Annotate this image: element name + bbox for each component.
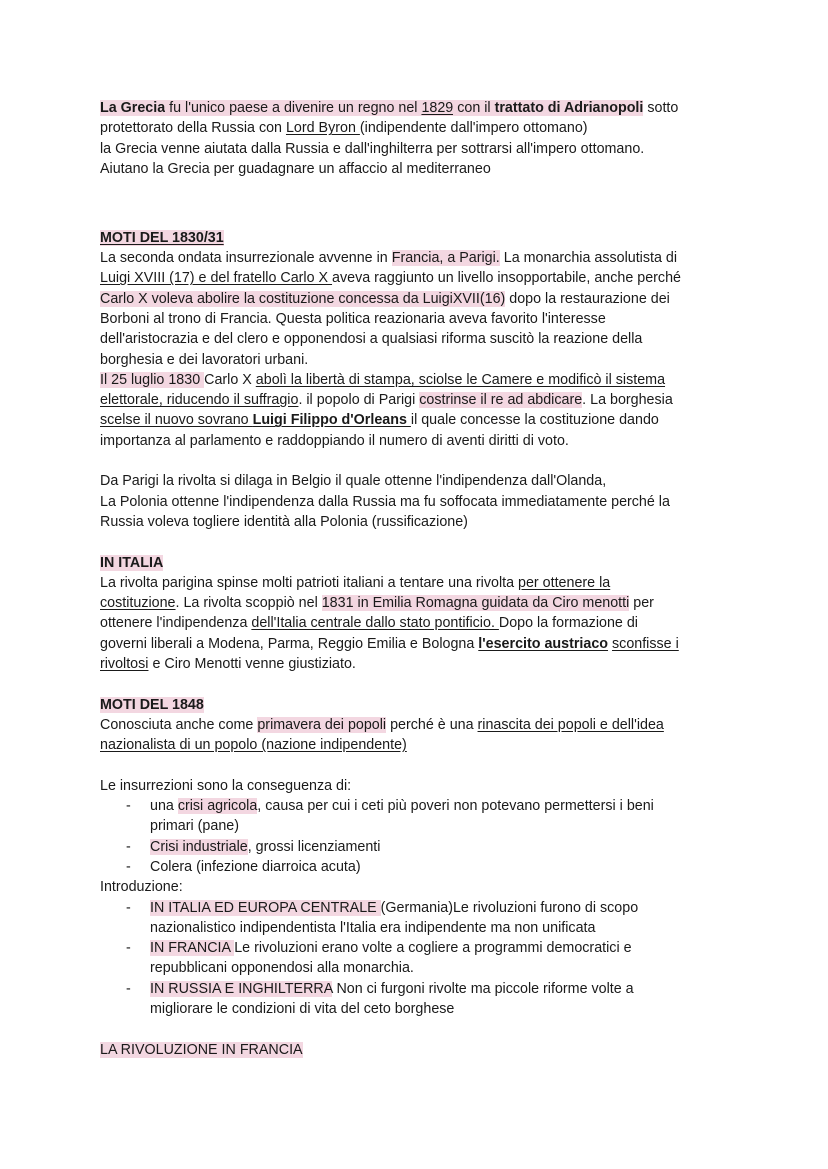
text-run: La rivolta parigina spinse molti patrioti italiani a tentare una rivolta xyxy=(100,574,519,591)
text-line xyxy=(100,118,732,138)
bullet-dash: - xyxy=(126,980,131,997)
text-run: primari (pane) xyxy=(150,818,239,835)
text-line xyxy=(100,370,732,390)
text-run: Le rivoluzioni erano volte a cogliere a programmi democratici e xyxy=(234,940,632,957)
text-line xyxy=(100,289,732,309)
text-run: Luigi XVIII (17) e del fratello Carlo X xyxy=(100,270,333,287)
text-line: Russia voleva togliere identità alla Polonia (russificazione) xyxy=(100,513,468,530)
section-heading xyxy=(100,228,732,248)
text-run: governi liberali a Modena, Parma, Reggio Emilia e Bologna xyxy=(100,635,479,652)
text-run: abolì la libertà di stampa, sciolse le Camere e modificò il sistema xyxy=(255,371,666,388)
text-line xyxy=(100,410,732,430)
list-item xyxy=(100,857,732,877)
belgio-polonia-paragraph xyxy=(100,471,732,532)
text-line: La Polonia ottenne l'indipendenza dalla Russia ma fu soffocata immediatamente perché la xyxy=(100,493,670,510)
bullet-dash: - xyxy=(126,838,131,855)
text-run: , grossi licenziamenti xyxy=(247,838,381,855)
list-item-line xyxy=(100,816,732,836)
heading-text: MOTI DEL 1848 xyxy=(100,696,204,713)
list-item-line xyxy=(100,999,732,1019)
text-line xyxy=(100,613,732,633)
text-run: dopo la restaurazione dei xyxy=(505,290,670,307)
text-line xyxy=(100,573,732,593)
text-run: La seconda ondata insurrezionale avvenne in xyxy=(100,250,392,267)
text-run: Carlo X xyxy=(204,371,256,388)
heading-text: MOTI DEL 1830/31 xyxy=(100,229,224,246)
text-line: importanza al parlamento e raddoppiando il numero di aventi diritti di voto. xyxy=(100,432,569,449)
text-run: 1829 xyxy=(421,100,454,116)
text-run: scelse il nuovo sovrano xyxy=(100,412,253,429)
text-run: nazionalistico indipendentista l'Italia era indipendente ma non unificata xyxy=(150,919,596,936)
text-line xyxy=(100,593,732,613)
list-item xyxy=(100,898,732,939)
text-line xyxy=(100,390,732,410)
heading-text: LA RIVOLUZIONE IN FRANCIA xyxy=(100,1041,303,1058)
text-line: Borboni al trono di Francia. Questa politica reazionaria aveva favorito l'interesse xyxy=(100,310,606,327)
bullet-dash: - xyxy=(126,798,131,815)
text-run: Crisi industriale xyxy=(150,838,248,855)
text-line: Aiutano la Grecia per guadagnare un affaccio al mediterraneo xyxy=(100,160,491,177)
text-run: l'esercito austriaco xyxy=(478,635,609,652)
list-item-line xyxy=(100,918,732,938)
text-run: ottenere l'indipendenza xyxy=(100,615,252,632)
text-run: IN RUSSIA E INGHILTERRA xyxy=(150,980,333,997)
causes-list xyxy=(100,796,732,877)
text-run: con il xyxy=(453,100,495,116)
text-run: rinascita dei popoli e dell'idea xyxy=(477,716,664,733)
text-run: Il 25 luglio 1830 xyxy=(100,371,205,388)
text-line xyxy=(100,654,732,674)
heading-text: IN ITALIA xyxy=(100,554,164,571)
text-run: costrinse il re ad abdicare xyxy=(419,392,583,409)
text-run: per xyxy=(629,595,654,612)
text-run: per ottenere la xyxy=(518,574,611,591)
text-line: la Grecia venne aiutata dalla Russia e dall'inghilterra per sottrarsi all'impero ottomano. xyxy=(100,140,645,157)
text-line: Introduzione: xyxy=(100,879,183,896)
text-run: (indipendente dall'impero ottomano) xyxy=(359,120,588,137)
text-line xyxy=(100,248,732,268)
introduction-list xyxy=(100,898,732,1020)
list-item-line xyxy=(100,796,732,816)
list-item-line xyxy=(100,898,732,918)
text-run: rivoltosi xyxy=(100,656,149,673)
list-item xyxy=(100,938,732,979)
text-run: aveva raggiunto un livello insopportabile, anche perché xyxy=(332,270,681,287)
text-run: 1831 in Emilia Romagna guidata da Ciro menotti xyxy=(321,595,630,612)
text-line xyxy=(100,634,732,654)
text-run: , causa per cui i ceti più poveri non potevano permettersi i beni xyxy=(257,798,654,815)
section-heading xyxy=(100,695,732,715)
text-run: e Ciro Menotti venne giustiziato. xyxy=(148,656,356,673)
text-line xyxy=(100,735,732,755)
text-run: Colera (infezione diarroica acuta) xyxy=(150,858,361,875)
text-run: elettorale, riducendo il suffragio xyxy=(100,392,299,409)
list-item xyxy=(100,837,732,857)
greece-paragraph xyxy=(100,98,732,179)
text-run: La Grecia xyxy=(100,100,166,116)
list-item-line xyxy=(100,837,732,857)
text-run: Dopo la formazione di xyxy=(498,615,638,632)
text-line xyxy=(100,715,732,735)
text-run: sotto xyxy=(643,100,679,116)
section-heading xyxy=(100,553,732,573)
text-run: Francia, a Parigi. xyxy=(391,250,500,267)
text-line: dell'aristocrazia e del clero e opponendosi a qualsiasi riforma suscitò la reazione della xyxy=(100,331,643,348)
text-line xyxy=(100,268,732,288)
text-run: . La rivolta scoppiò nel xyxy=(175,595,322,612)
bullet-dash: - xyxy=(126,899,131,916)
text-run: Luigi Filippo d'Orleans xyxy=(252,412,411,429)
text-run: repubblicani opponendosi alla monarchia. xyxy=(150,960,414,977)
text-run: nazionalista di un popolo (nazione indipendente) xyxy=(100,737,407,754)
text-run: costituzione xyxy=(100,595,176,612)
text-run: una xyxy=(150,798,178,815)
text-run: La monarchia assolutista di xyxy=(499,250,678,267)
list-item-line xyxy=(100,979,732,999)
bullet-dash: - xyxy=(126,940,131,957)
text-run: IN FRANCIA xyxy=(150,940,235,957)
text-run: . La borghesia xyxy=(582,392,673,409)
text-run: Lord Byron xyxy=(285,120,360,137)
text-run: Carlo X voleva abolire la costituzione concessa da LuigiXVII(16) xyxy=(100,290,506,307)
list-item xyxy=(100,979,732,1020)
document-page xyxy=(100,98,732,1060)
text-run: Conosciuta anche come xyxy=(100,716,258,733)
text-run: il quale concesse la costituzione dando xyxy=(410,412,659,429)
text-run: sconfisse i xyxy=(612,635,679,652)
text-run: migliorare le condizioni di vita del ceto borghese xyxy=(150,1001,455,1018)
text-run: perché è una xyxy=(386,716,478,733)
text-line: borghesia e dei lavoratori urbani. xyxy=(100,351,309,368)
text-run: primavera dei popoli xyxy=(257,716,387,733)
text-run: crisi agricola xyxy=(177,798,258,815)
list-item-line xyxy=(100,938,732,958)
section-moti-1830 xyxy=(100,228,732,451)
text-run: Non ci furgoni rivolte ma piccole riforme volte a xyxy=(332,980,634,997)
section-heading-francia xyxy=(100,1040,732,1060)
text-line: Le insurrezioni sono la conseguenza di: xyxy=(100,777,352,794)
section-italia xyxy=(100,553,732,675)
text-run: (Germania)Le rivoluzioni furono di scopo xyxy=(380,899,639,916)
text-run: . il popolo di Parigi xyxy=(298,392,420,409)
text-line: Da Parigi la rivolta si dilaga in Belgio il quale ottenne l'indipendenza dall'Olanda, xyxy=(100,473,607,490)
bullet-dash: - xyxy=(126,858,131,875)
text-run: IN ITALIA ED EUROPA CENTRALE xyxy=(150,899,381,916)
text-line xyxy=(100,98,732,118)
text-run: protettorato della Russia con xyxy=(100,120,286,137)
text-run: trattato di Adrianopoli xyxy=(494,100,644,116)
list-item-line xyxy=(100,857,732,877)
text-run: dell'Italia centrale dallo stato pontificio. xyxy=(251,615,499,632)
section-moti-1848 xyxy=(100,695,732,1020)
text-run: fu l'unico paese a divenire un regno nel xyxy=(165,100,422,116)
list-item-line xyxy=(100,958,732,978)
list-item xyxy=(100,796,732,837)
